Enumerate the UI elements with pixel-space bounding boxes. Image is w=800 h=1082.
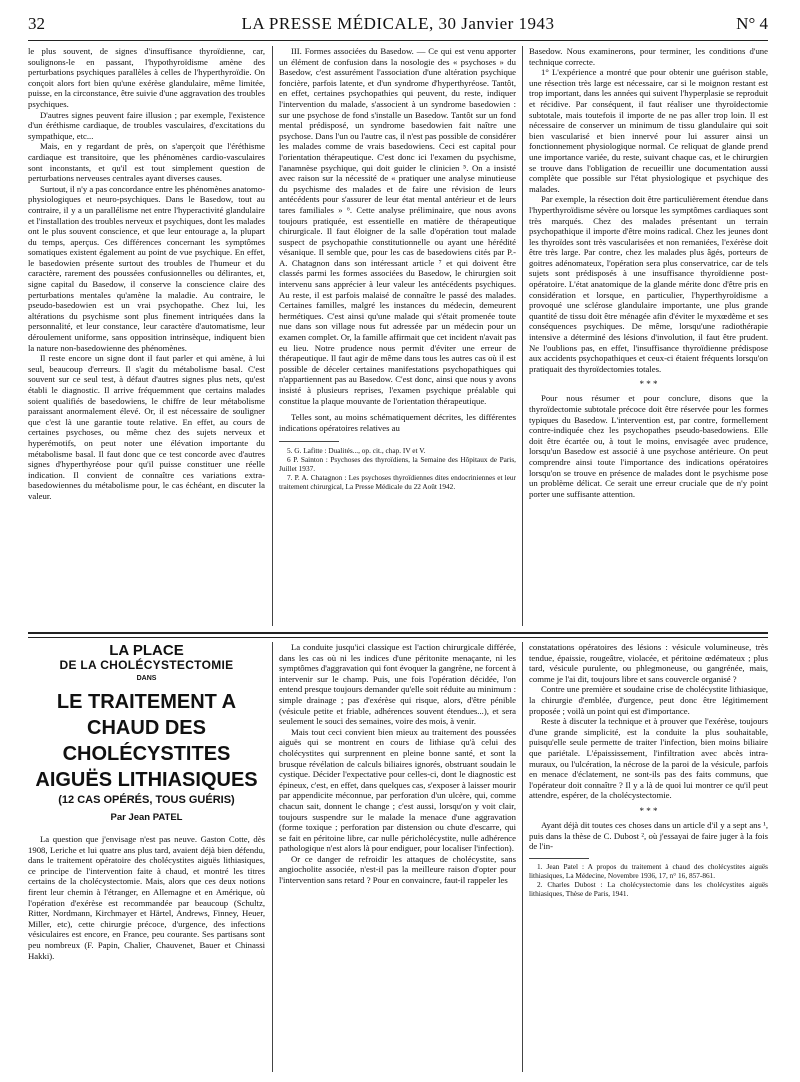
footnotes — [529, 862, 768, 898]
paragraph: D'autres signes peuvent faire illusion ; par exemple, l'existence d'un éréthisme cardiaque, de troubles vasculaires, d'excitations du sympathique, etc... — [28, 109, 265, 141]
paragraph: le plus souvent, de signes d'insuffisance thyroïdienne, car, soulignons-le en passant, l'hypothyroïdisme amène des perturbations psychiques parallèles à celles de l'hyperthyroïdie. On conçoit alors fort bien qu'une exérèse glandulaire, même limitée, puisse, en la circonstance, être suivie d'une aggravation des troubles psychiques. — [28, 46, 265, 109]
paragraph: La question que j'envisage n'est pas neuve. Gaston Cotte, dès 1908, Leriche et lui quatre ans plus tard, avaient déjà bien défendu, dans le traitement opératoire des cholécystites aiguës lithiasiques, ce principe de l'intervention faite à chaud, et montré les titres certains de la cholécystectomie. Mais, alors que ces deux notions firent leur chemin à l'étranger, en Allemagne et en Amérique, où l'opération d'exérèse est recommandée par beaucoup (Schultz, Ritter, Nordmann, Kirchmayer et Härtel, Andrews, Finney, Heuer, Miller, etc), cette chirurgie précoce, d'urgence, des infections vésiculaires est encore, en France, peu courante. Ses partisans sont peu nombreux (F. Papin, Chalier, Chauvenet, Bauer et Chinassi Hakki). — [28, 833, 265, 961]
article-column-2 — [279, 642, 516, 1078]
paragraph: Par exemple, la résection doit être particulièrement étendue dans l'hyperthyroïdisme sévère ou lorsque les symptômes cardiaques sont très marqués. Chez des malades présentant un terrain psychopathique il importe d'être moins radical. Chez les jeunes dont les thyroïdes sont très vascularisées et non remaniées, l'exérèse doit être très large. Par contre, chez les malades plus âgés, porteurs de goitres adénomateux, l'opération sera plus conservatrice, car de tels sujets sont prédisposés à une insuffisance thyroïdienne post-opératoire. L'état anatomique de la glande mérite donc d'être pris en considération et lorsque, en particulier, l'hyperthyroïdisme a provoqué une sclérose glandulaire importante, une plus grande quantité de tissu doit être ménagée afin d'éviter le myxœdème et ses conséquences psychiques. De même, lorsqu'une radiothérapie intensive a déterminé des lésions d'involution, il faut être prudent. Ne l'oublions pas, en effet, l'insuffisance thyroïdienne prédispose aux accidents psychopathiques et ceux-ci étaient fréquents lorsqu'on pratiquait des thyroïdectomies totales. — [529, 194, 768, 374]
paragraph: Contre une première et soudaine crise de cholécystite lithiasique, la chirurgie d'emblée, d'urgence, peut donc être légitimement proposée ; voilà un point qui est d'importance. — [529, 684, 768, 716]
column-divider — [522, 642, 523, 1072]
article-kicker: DANS — [136, 675, 157, 683]
page-number: 32 — [28, 14, 45, 33]
paragraph: Or ce danger de refroidir les attaques de cholécystite, sans angiocholite associée, n'est-il pas la meilleure raison d'opter pour l'intervention sans retard ? Pour en convaincre, faut-il rappeler les — [279, 853, 516, 886]
article-kicker: LA PLACE — [109, 642, 184, 659]
paragraph: Basedow. Nous examinerons, pour terminer, les conditions d'une technique correcte. — [529, 46, 768, 67]
paragraph: La conduite jusqu'ici classique est l'action chirurgicale différée, dans les cas où ni les indices d'une péritonite menaçante, ni les symptômes d'aggravation qui font évoquer la gangrène, ne forcent à intervenir sur le champ. Puis, une fois l'opération décidée, l'on entend presque toujours demander qu'elle soit réduite au minimum : simple drainage ; pas d'exérèse qui risque, alors, d'être pénible (vésicule petite et friable, adhérences souvent étendues...), et sera seulement le souci des semaines, voire des mois, à venir. — [279, 642, 516, 727]
paragraph: Ayant déjà dit toutes ces choses dans un article d'il y a sept ans ¹, puis dans la thèse de C. Dubost ², où j'essayai de faire juger à la fois de l'in- — [529, 819, 768, 852]
header-rule — [28, 40, 768, 41]
article-column-3 — [529, 642, 768, 1078]
footnote: 1. Jean Patel : A propos du traitement à chaud des cholécystites aiguës lithiasiques, La Médecine, Novembre 1936, 17, n° 16, 857-861. — [529, 861, 768, 880]
top-column-1 — [28, 46, 265, 628]
paragraph: III. Formes associées du Basedow. — Ce qui est venu apporter un élément de confusion dans la nosologie des « psychoses » du Basedow, c'est assurément l'association d'une altération psychique foncière, parfois latente, et d'un syndrome d'hyperthyréose. Tantôt, en effet, certaines psychopathies qui peuvent, du reste, indiquer l'intervention du malade, s'associent à un syndrome basedowien : sur une psychose de fond s'installe un Basedow. Tantôt sur un fond mental prédisposé, un syndrome basedowien fait naître une psychose. Dans l'un ou l'autre cas, il n'est pas possible de considérer les malades comme de vrais basedowiens. Ceci est capital pour l'orientation thérapeutique. C'est donc ici l'examen du psychisme, l'anamnèse psychique, qui doit guider le clinicien ⁵. On a insisté avec raison sur la nécessité de « pratiquer une analyse minutieuse du psychisme des malades et de faire une révision de leurs antécédents pour s'assurer de leur état mental antérieur et de leurs tares familiales » ⁶. Cette analyse préliminaire, que nous avons toujours pratiquée, est essentielle en matière de thérapeutique chirurgicale. Il faut éloigner de la salle d'opération tout malade suspect de psychopathie constitutionnelle ou ayant une hérédité vésanique. Il semble que, pour les cas de basedowiens cités par P.-A. Chatagnon dans son intéressant article ⁷ et qui doivent être classés parmi les formes associées du Basedow, le chirurgien soit intervenu sans apprécier à leur valeur les antécédents psychiques. Au reste, il est parfois malaisé de connaître le passé des malades. Certaines familles, malgré les instances du médecin, demeurent hermétiques. C'est ainsi qu'une malade qui s'était promenée toute nue dans son village nous fut adressée par un médecin pour un examen complet. Or, la famille affirmait que cet incident n'avait pas eu lieu. Notre prudence nous permit d'éviter une erreur de thérapeutique. Il faut agir de même dans tous les autres cas où il est possible de déceler certaines manifestations psychopathiques qui n'appartiennent pas au Basedow. C'est donc, ainsi que nous y avons insisté à plusieurs reprises, l'examen psychique préalable qui constitue la plaque mouvante de l'orientation thérapeutique. — [279, 46, 516, 406]
footnote: 2. Charles Dubost : La cholécystectomie dans les cholécystites aiguës lithiasiques, Thèse de Paris, 1941. — [529, 879, 768, 898]
paragraph: Mais tout ceci convient bien mieux au traitement des poussées aiguës qui se montrent en cours de lithiase qu'à celui des cholécystites qui surprennent en pleine bonne santé, et sont la brusque révélation de calculs biliaires ignorés, obstruant soudain le cystique. Décider l'expectative pour celles-ci, dont le diagnostic est épineux, c'est, en effet, dans quelques cas, s'exposer à laisser mourir par appendicite méconnue, par perforation d'un ulcère, qui, comme chacun sait, donnent le change ; c'est aussi, lorsqu'on y voit clair, toujours suspendre sur le malade la menace d'une aggravation (forme toxique ; perforation par distension ou chute d'escarre, qui se fait en péritoine libre, car nulle péricholécystite, nulle adhérence pathologique n'est alors là pour endiguer, pour localiser l'infection). — [279, 726, 516, 854]
column-divider — [272, 642, 273, 1072]
column-divider — [522, 46, 523, 626]
page-header — [28, 14, 768, 36]
paragraph: 1° L'expérience a montré que pour obtenir une guérison stable, une résection très large est nécessaire, car si le moignon restant est trop important, dans les années qui suivent l'hyperplasie se reproduit et récidive. Par conséquent, il faut réaliser une thyroïdectomie subtotale, mais toutefois il importe de ne pas aller trop loin. Il est nécessaire de conserver un minimum de tissu glandulaire qui soit bien vascularisé et bien innervé pour lui assurer ainsi un fonctionnement physiologique normal. Ce reliquat de glande prend une importance variée, du reste, suivant chaque cas, et le chirurgien se trouve dans l'obligation de recueillir une documentation aussi complète que possible sur l'état physiologique et psychique des malades. — [529, 67, 768, 194]
paragraph: Telles sont, au moins schématiquement décrites, les différentes indications opératoires relatives au — [279, 412, 516, 433]
footnote: 5. G. Lafitte : Dualités..., op. cit., chap. IV et V. — [287, 446, 426, 456]
article-subtitle: (12 CAS OPÉRÉS, TOUS GUÉRIS) — [58, 793, 235, 806]
paragraph: Surtout, il n'y a pas concordance entre les phénomènes anatomo-physiologiques et neuro-psychiques. Dans le Basedow, tout au contraire, il y a un parallélisme net entre l'hyperactivité glandulaire et l'installation des troubles nerveux et psychiques, dont les malades ont le plus souvent conscience, et que leur entourage a, la plupart du temps, aperçus. Ces différences concernant les symptômes somatiques existent également au point de vue psychique. En effet, le basedowien présente surtout des troubles de l'humeur et du caractère, rarement des poussées confusionnelles ou délirantes, et, signe capital du Basedow, il conserve la conscience claire des perturbations mentales qu'amène la maladie. Au contraire, le pseudo-basedowien est un vrai psychopathe. Chez lui, les altérations du psychisme sont plus finement intriquées dans la personnalité, et leur constance, leur caractère d'automatisme, leur déroulement uniforme, sans opposition intrinsèque, indiquent bien la nature non-basedowienne des phénomènes. — [28, 183, 265, 353]
paragraph: Pour nous résumer et pour conclure, disons que la thyroïdectomie subtotale précoce doit être réservée pour les formes typiques du Basedow. L'intervention est, par contre, formellement contre-indiquée chez les psychopathes pseudo-basedowiens. Elle doit être écartée ou, à tout le moins, envisagée avec prudence, lorsqu'un Basedow est associé à une psychose antérieure. On peut comprendre ainsi toute l'importance des indications opératoires lorsqu'on se trouve en présence de malades dont le psychisme pose un problème délicat. Ce serait une erreur cruciale que de n'y point porter une suffisante attention. — [529, 393, 768, 499]
section-stars: * * * — [639, 805, 658, 816]
article-kicker: DE LA CHOLÉCYSTECTOMIE — [59, 657, 234, 672]
footnote-rule — [529, 858, 589, 859]
paragraph: Mais, en y regardant de près, on s'aperçoit que l'éréthisme cardiaque est transitoire, que les phénomènes cardio-vasculaires sont inconstants, et qu'il est tout simplement question de perturbations nerveuses centrales ayant diverses causes. — [28, 141, 265, 184]
footnote-rule — [279, 441, 339, 442]
paragraph: Reste à discuter la technique et à prouver que l'exérèse, toujours d'une grande simplicité, est la conduite la plus souhaitable, puisqu'elle seule permette de traiter l'infection, bien moins biliaire que pariétale. L'épaississement, l'infiltration avec abcès intra-muraux, ou l'ulcération, la nécrose de la paroi de la vésicule, parfois en menace d'éclatement, ne sont-ils pas des faits communs, que l'opérateur doit connaître ? Il y a là de quoi lui montrer ce qu'il peut attendre, espérer, de la cholécystectomie. — [529, 716, 768, 801]
article-title: LE TRAITEMENT A CHAUD DES CHOLÉCYSTITES AIGUËS LITHIASIQUES — [35, 690, 258, 791]
paragraph: constatations opératoires des lésions : vésicule volumineuse, très tendue, épaissie, rougeâtre, violacée, et péritoine œdémateux ; plus tard, vésicule purulente, ou phlegmoneuse, ou gangrénée, mais, comme je l'ai dit, toujours libre et sans couvercle organisé ? — [529, 642, 768, 684]
footnote: 6 P. Sainton : Psychoses des thyroïdiens, la Semaine des Hôpitaux de Paris, Juillet 1937. — [279, 455, 516, 474]
article-byline: Par Jean PATEL — [110, 812, 183, 824]
top-column-3 — [529, 46, 768, 628]
footnotes — [279, 446, 516, 491]
top-column-2 — [279, 46, 516, 628]
section-stars: * * * — [639, 379, 658, 390]
issue-number: N° 4 — [736, 14, 768, 33]
article-separator — [28, 632, 768, 638]
journal-title: LA PRESSE MÉDICALE, 30 Janvier 1943 — [241, 14, 555, 33]
article-heading — [28, 642, 265, 824]
paragraph: Il reste encore un signe dont il faut parler et qui amène, à lui seul, beaucoup d'erreurs. Il s'agit du métabolisme basal. C'est souvent sur ce seul test, à défaut d'autres signes plus nets, qu'est établi le diagnostic. Il arrive fréquemment que certains malades soient qualifiés de basedowiens, le chiffre de leur métabolisme paraissant anormalement élevé. Or, il est nécessaire de souligner que c'est là une garantie toute relative. En effet, au cours de certaines psychoses, ou même chez des sujets nerveux et hyperémotifs, on peut noter une élévation importante du métabolisme basal. Il faut donc que ce test concorde avec d'autres signes d'hyperthyréose pour qu'il puisse constituer une réelle indication. Il convient de connaître ces variations extra-basedowiennes du métabolisme pour, le cas échéant, en discuter la valeur. — [28, 353, 265, 501]
article-column-1 — [28, 642, 265, 1078]
column-divider — [272, 46, 273, 626]
footnote: 7. P. A. Chatagnon : Les psychoses thyroïdiennes dites endocriniennes et leur traitement chirurgical, La Presse Médicale du 22 Août 1942. — [279, 473, 516, 492]
